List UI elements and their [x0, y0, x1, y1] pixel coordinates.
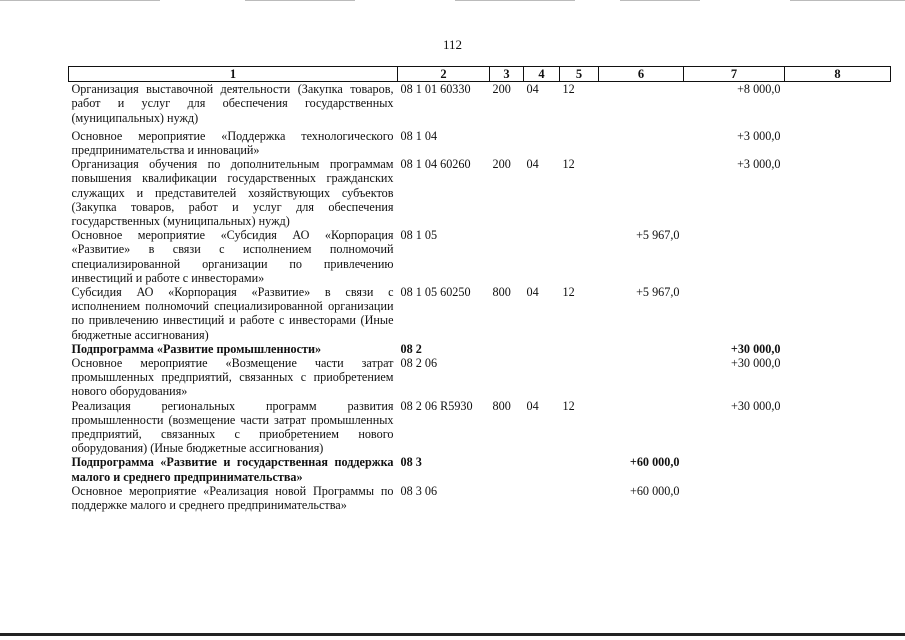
top-rule-far-right [790, 0, 905, 1]
row-col4: 04 [526, 398, 539, 413]
row-code: 08 1 04 60260 [400, 157, 471, 172]
row-col5: 12 [562, 398, 575, 413]
row-col6 [599, 356, 684, 399]
table-header-row [69, 67, 891, 82]
row-code: 08 2 [400, 341, 422, 356]
row-col7 [684, 228, 785, 285]
row-col4 [524, 125, 560, 157]
row-col8 [785, 399, 891, 456]
row-code: 08 1 01 60330 [400, 82, 471, 97]
table-body [69, 82, 891, 513]
row-col3: 200 [492, 82, 511, 97]
row-col8 [785, 285, 891, 342]
row-name: Основное мероприятие «Поддержка технологического предпринимательства и инноваций» [71, 128, 394, 158]
page-number: 112 [442, 37, 463, 52]
row-col5 [560, 228, 599, 285]
row-col8 [785, 228, 891, 285]
row-col3 [490, 125, 524, 157]
row-col7: +30 000,0 [730, 398, 781, 413]
row-col3 [490, 455, 524, 483]
row-col8 [785, 125, 891, 157]
row-col6: +60 000,0 [629, 455, 680, 470]
row-col4 [524, 484, 560, 512]
column-header: 1 [69, 67, 398, 82]
row-col3: 800 [492, 398, 511, 413]
row-col5 [560, 342, 599, 356]
top-rule-mid [245, 0, 355, 1]
row-name: Субсидия АО «Корпорация «Развитие» в связи с исполнением полномочий специализированной организации по привлечению инвестиций и работе с инвесторами (Иные бюджетные ассигнования) [71, 285, 394, 342]
row-code: 08 1 05 [400, 228, 438, 243]
row-col4: 04 [526, 285, 539, 300]
row-col7: +3 000,0 [737, 157, 781, 172]
row-col6: +5 967,0 [636, 285, 680, 300]
row-col5 [560, 356, 599, 399]
row-code: 08 2 06 [400, 356, 438, 371]
row-col3: 200 [492, 157, 511, 172]
row-col7: +8 000,0 [737, 82, 781, 97]
row-col5 [560, 484, 599, 512]
row-col4: 04 [526, 157, 539, 172]
row-col7: +30 000,0 [730, 356, 781, 371]
top-rule-right [620, 0, 700, 1]
row-col3 [490, 484, 524, 512]
row-col8 [785, 342, 891, 356]
row-col4 [524, 455, 560, 483]
row-col6 [599, 82, 684, 125]
table-row [69, 285, 891, 342]
row-col7: +30 000,0 [730, 341, 781, 356]
row-col4 [524, 228, 560, 285]
row-col8 [785, 82, 891, 125]
column-header: 7 [684, 67, 785, 82]
row-col3 [490, 356, 524, 399]
row-col7 [684, 285, 785, 342]
row-col6: +60 000,0 [629, 483, 680, 498]
row-col7 [684, 484, 785, 512]
row-name: Основное мероприятие «Возмещение части затрат промышленных предприятий, связанных с приобретением нового оборудования» [71, 356, 394, 399]
column-header: 5 [560, 67, 599, 82]
row-col8 [785, 455, 891, 483]
column-header: 2 [398, 67, 490, 82]
bottom-rule [0, 633, 905, 636]
row-code: 08 3 [400, 455, 422, 470]
row-col5 [560, 125, 599, 157]
row-name: Подпрограмма «Развитие и государственная поддержка малого и среднего предпринимательства» [71, 455, 394, 484]
row-col3 [490, 342, 524, 356]
table-row [69, 455, 891, 483]
table-row [69, 342, 891, 356]
row-col8 [785, 356, 891, 399]
table-row [69, 82, 891, 125]
row-col3 [490, 228, 524, 285]
row-col7: +3 000,0 [737, 128, 781, 143]
row-name: Основное мероприятие «Субсидия АО «Корпорация «Развитие» в связи с исполнением полномочий специализированной организации по привлечению инвестиций и работе с инвесторами» [71, 228, 394, 285]
budget-table [68, 66, 891, 512]
table-row [69, 125, 891, 157]
column-header: 6 [599, 67, 684, 82]
row-col6 [599, 125, 684, 157]
row-col4 [524, 342, 560, 356]
row-col5 [560, 455, 599, 483]
row-col6 [599, 157, 684, 228]
top-rule-center [455, 0, 575, 1]
top-rule-left [0, 0, 160, 1]
row-col4: 04 [526, 82, 539, 97]
row-col3: 800 [492, 285, 511, 300]
row-col4 [524, 356, 560, 399]
table-row [69, 157, 891, 228]
column-header: 4 [524, 67, 560, 82]
row-col8 [785, 157, 891, 228]
row-code: 08 1 04 [400, 128, 438, 143]
column-header: 8 [785, 67, 891, 82]
row-name: Подпрограмма «Развитие промышленности» [71, 341, 322, 356]
row-name: Реализация региональных программ развития промышленности (возмещение части затрат промышленных предприятий, связанных с приобретением нового оборудования) (Иные бюджетные ассигнования) [71, 398, 394, 456]
row-code: 08 3 06 [400, 483, 438, 498]
table-row [69, 399, 891, 456]
row-name: Организация обучения по дополнительным программам повышения квалификации государственных гражданских служащих и представителей хозяйствующих субъектов (Закупка товаров, работ и услуг для обеспечения государственных (муниципальных) нужд) [71, 157, 394, 229]
table-row [69, 228, 891, 285]
row-code: 08 2 06 R5930 [400, 398, 473, 413]
row-col6 [599, 399, 684, 456]
row-col7 [684, 455, 785, 483]
row-col6 [599, 342, 684, 356]
row-col5: 12 [562, 157, 575, 172]
row-code: 08 1 05 60250 [400, 285, 471, 300]
row-col6: +5 967,0 [636, 228, 680, 243]
table-row [69, 484, 891, 512]
row-col8 [785, 484, 891, 512]
table-row [69, 356, 891, 399]
row-name: Основное мероприятие «Реализация новой Программы по поддержке малого и среднего предпринимательства» [71, 483, 394, 513]
row-col5: 12 [562, 285, 575, 300]
row-col5: 12 [562, 82, 575, 97]
row-name: Организация выставочной деятельности (Закупка товаров, работ и услуг для обеспечения государственных (муниципальных) нужд) [71, 82, 394, 125]
column-header: 3 [490, 67, 524, 82]
